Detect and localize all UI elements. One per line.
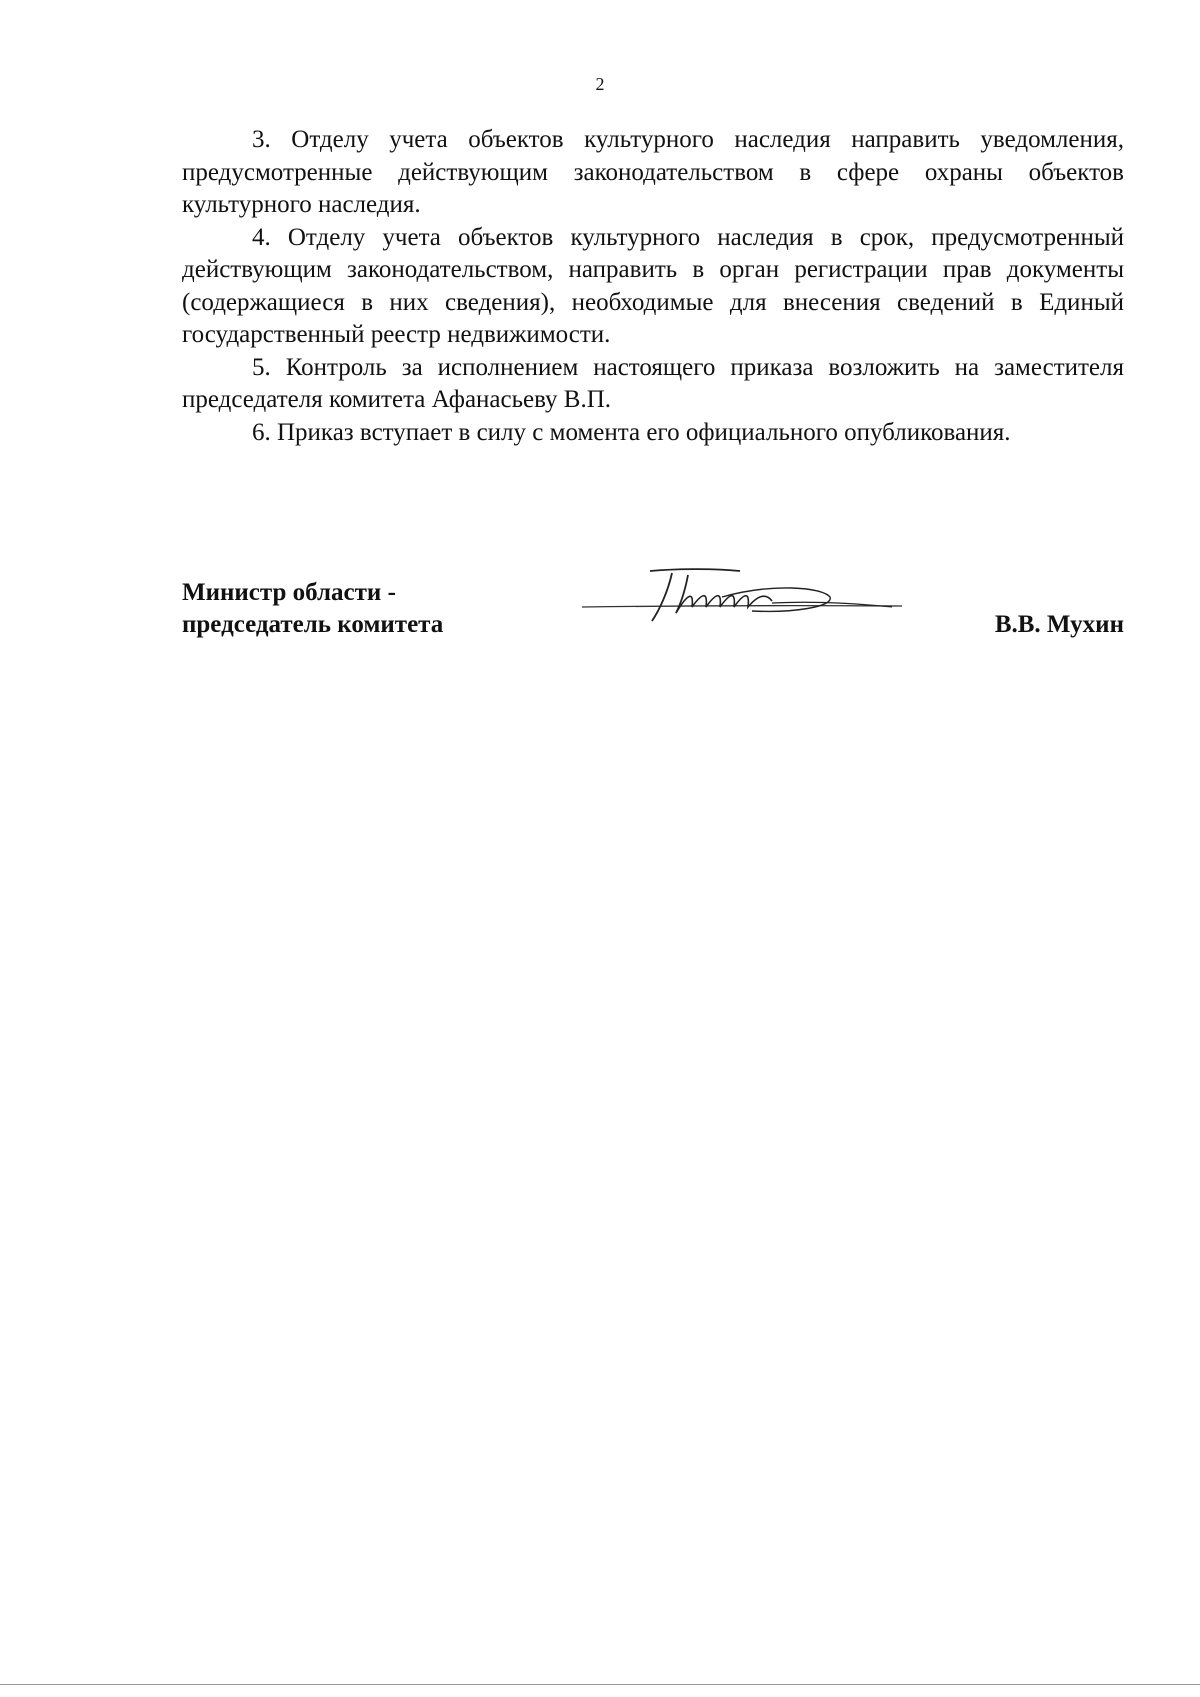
paragraph-4: 4. Отделу учета объектов культурного наследия в срок, предусмотренный действующим законодательством, направить в орган регистрации прав документы (содержащиеся в них сведения), необходимые для внесения сведений в Единый государственный реестр недвижимости.: [182, 223, 1124, 348]
paragraph-3: 3. Отделу учета объектов культурного наследия направить уведомления, предусмотренные действующим законодательством в сфере охраны объектов культурного наследия.: [182, 126, 1124, 218]
signatory-title: [182, 577, 443, 641]
signature-block: [182, 577, 1124, 657]
page-number: 2: [595, 74, 605, 94]
paragraph-6: 6. Приказ вступает в силу с момента его официального опубликования.: [252, 418, 1011, 446]
signatory-name: В.В. Мухин: [994, 611, 1124, 638]
document-body: [182, 124, 1124, 449]
signatory-title-line2: председатель комитета: [182, 611, 444, 638]
signatory-title-line1: Министр области -: [182, 579, 396, 606]
bottom-rule: [0, 1684, 1200, 1685]
handwritten-signature: [572, 563, 912, 633]
paragraph-5: 5. Контроль за исполнением настоящего приказа возложить на заместителя председателя комитета Афанасьеву В.П.: [182, 353, 1124, 413]
